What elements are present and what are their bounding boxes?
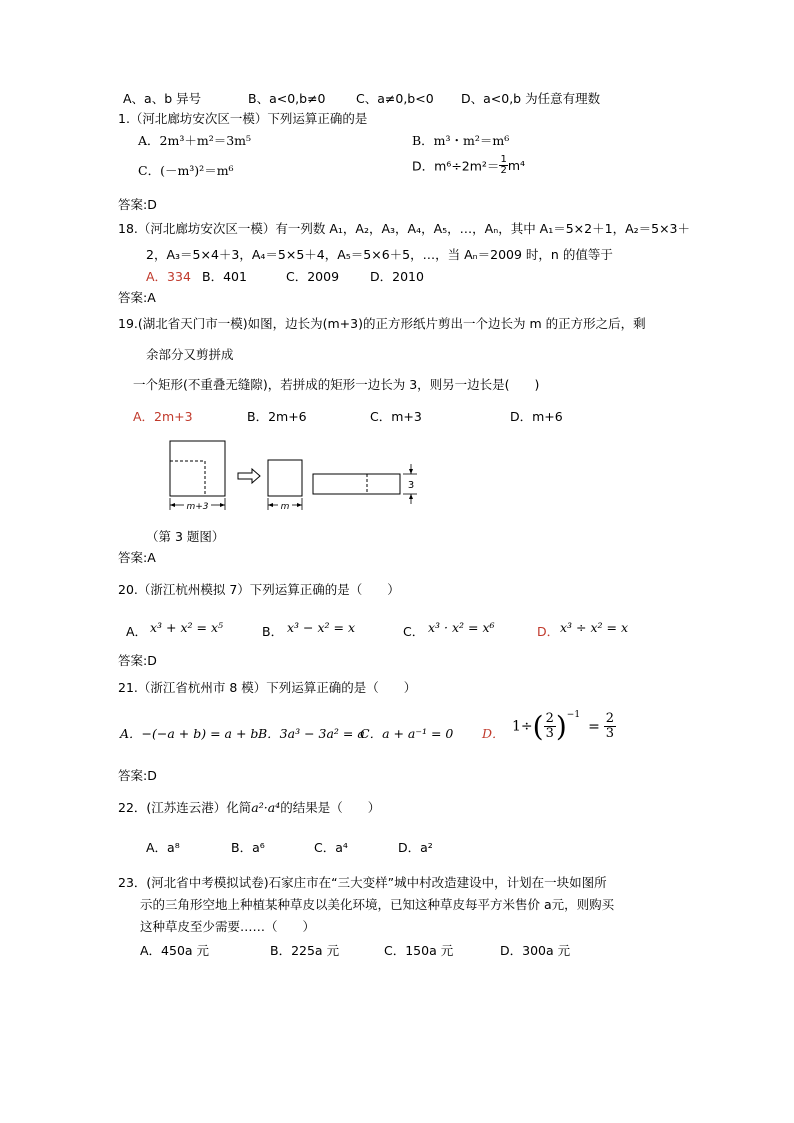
q22-option-a: A．a⁸ (146, 840, 180, 855)
q21-d-rnum: 2 (605, 711, 615, 726)
q21-options-row (0, 710, 794, 754)
options-row (0, 89, 794, 105)
q21-d-prefix: 1÷ (512, 718, 533, 735)
q21-option-b: B．3a³ − 3a² = a (258, 726, 365, 741)
q22-option-b: B．a⁶ (231, 840, 265, 855)
q23-option-b: B．225a 元 (270, 943, 340, 958)
q23-option-d: D．300a 元 (500, 943, 571, 958)
q21-d-num: 2 (545, 711, 554, 726)
q18-options-row (0, 267, 794, 283)
q20-option-c: x³ · x² = x⁶ (428, 620, 495, 635)
q20-option-a-label: A． (126, 624, 148, 639)
arrow-icon (238, 469, 260, 483)
option-d: D、a<0,b 为任意有理数 (461, 91, 601, 106)
cut-line (170, 461, 205, 496)
q19-stem-3: 一个矩形(不重叠无缝隙)，若拼成的矩形一边长为 3，则另一边长是( ) (133, 377, 540, 392)
q19-answer: 答案:A (118, 550, 156, 565)
q23-stem-1: 23．(河北省中考模拟试卷)石家庄市在“三大变样”城中村改造建设中，计划在一块如图所 (118, 875, 607, 890)
q21-option-d-label: D． (482, 726, 505, 741)
q20-answer: 答案:D (118, 653, 157, 668)
q22-option-c: C．a⁴ (314, 840, 348, 855)
q22-stem-suffix: 的结果是（ ） (280, 800, 381, 815)
q21-option-c: C．a + a⁻¹ = 0 (360, 726, 454, 741)
option-c: C、a≠0,b<0 (356, 91, 434, 106)
fig-label-big: m+3 (186, 502, 209, 512)
q19-caption: （第 3 题图） (146, 529, 225, 544)
q23-option-c: C．150a 元 (384, 943, 454, 958)
q1-option-a: A．2m³＋m²＝3m⁵ (138, 133, 252, 148)
q20-option-d: x³ ÷ x² = x (560, 620, 629, 635)
small-square (268, 460, 302, 496)
q21-answer: 答案:D (118, 768, 157, 783)
q22-stem-prefix: 22．(江苏连云港）化简 (118, 800, 252, 815)
q19-stem-1: 19.(湖北省天门市一模)如图，边长为(m+3)的正方形纸片剪出一个边长为 m 的正方形之后，剩 (118, 316, 646, 331)
q18-option-c: C．2009 (286, 269, 340, 284)
big-square (170, 441, 225, 496)
q1-options-row2 (0, 155, 794, 183)
q20-stem: 20.（浙江杭州模拟 7）下列运算正确的是（ ） (118, 582, 400, 597)
option-b: B、a<0,b≠0 (248, 91, 326, 106)
q21-d-eq: = (588, 718, 600, 735)
rectangle (313, 474, 400, 494)
q22-option-d: D．a² (398, 840, 433, 855)
q23-option-a: A．450a 元 (140, 943, 210, 958)
q21-d-exp: −1 (566, 710, 581, 720)
q21-d-result (604, 712, 616, 741)
q20-option-d-label: D． (537, 624, 560, 639)
q1-options-row1 (0, 131, 794, 147)
q1-d-fraction (499, 155, 507, 176)
q23-stem-2: 示的三角形空地上种植某种草皮以美化环境，已知这种草皮每平方米售价 a元，则购买 (140, 897, 615, 912)
q19-options-row (0, 407, 794, 423)
q19-figure (160, 436, 430, 522)
q1-d-num: 1 (500, 154, 507, 165)
q1-option-c: C．(－m³)²＝m⁶ (138, 163, 234, 178)
q23-stem-3: 这种草皮至少需要……（ ） (140, 919, 316, 934)
q21-d-fraction (544, 712, 556, 741)
q21-option-d: 1÷( $\frac{2}{3}$ )$^{-1}$ = $\frac{2}{3}$ (512, 710, 615, 743)
q21-option-a: A．−(−a + b) = a + b (120, 726, 259, 741)
q19-option-c: C．m+3 (370, 409, 422, 424)
q18-option-b: B．401 (202, 269, 247, 284)
q22-expr: a²·a⁴ (251, 800, 281, 815)
q23-options-row (0, 941, 794, 957)
q1-answer: 答案:D (118, 197, 157, 212)
q18-stem-2: 2，A₃＝5×4＋3，A₄＝5×5＋4，A₅＝5×6＋5，…，当 Aₙ＝2009 时，n 的值等于 (146, 247, 613, 262)
q18-stem-1: 18.（河北廊坊安次区一模）有一列数 A₁，A₂，A₃，A₄，A₅，…，Aₙ，其中 A₁＝5×2＋1，A₂＝5×3＋ (118, 221, 691, 236)
q22-stem (118, 798, 380, 816)
q20-option-a: x³ + x² = x⁵ (150, 620, 224, 635)
q21-stem: 21.（浙江省杭州市 8 模）下列运算正确的是（ ） (118, 680, 417, 695)
fig-label-side: 3 (407, 480, 415, 491)
q19-option-a: A．2m+3 (133, 409, 193, 424)
q21-d-den: 3 (545, 726, 554, 741)
q1-d-den: 2 (500, 165, 507, 176)
q1-option-b: B．m³・m²＝m⁶ (412, 133, 510, 148)
q19-option-b: B．2m+6 (247, 409, 307, 424)
q20-option-b: x³ − x² = x (287, 620, 356, 635)
q20-options-row (0, 620, 794, 638)
q1-d-prefix: D．m⁶÷2m²＝ (412, 158, 500, 174)
q20-option-b-label: B． (262, 624, 284, 639)
q1-d-suffix: m⁴ (507, 158, 525, 173)
q19-option-d: D．m+6 (510, 409, 563, 424)
option-a: A、a、b 异号 (123, 91, 202, 106)
q19-stem-2: 余部分又剪拼成 (146, 347, 234, 362)
q18-option-a: A．334 (146, 269, 191, 284)
q21-d-rden: 3 (605, 726, 615, 741)
fig-label-small: m (280, 502, 290, 512)
q22-options-row (0, 838, 794, 856)
q20-option-c-label: C． (403, 624, 425, 639)
q1-option-d (412, 155, 525, 176)
q1-stem: 1.（河北廊坊安次区一模）下列运算正确的是 (118, 111, 368, 126)
q18-answer: 答案:A (118, 290, 156, 305)
q18-option-d: D．2010 (370, 269, 424, 284)
